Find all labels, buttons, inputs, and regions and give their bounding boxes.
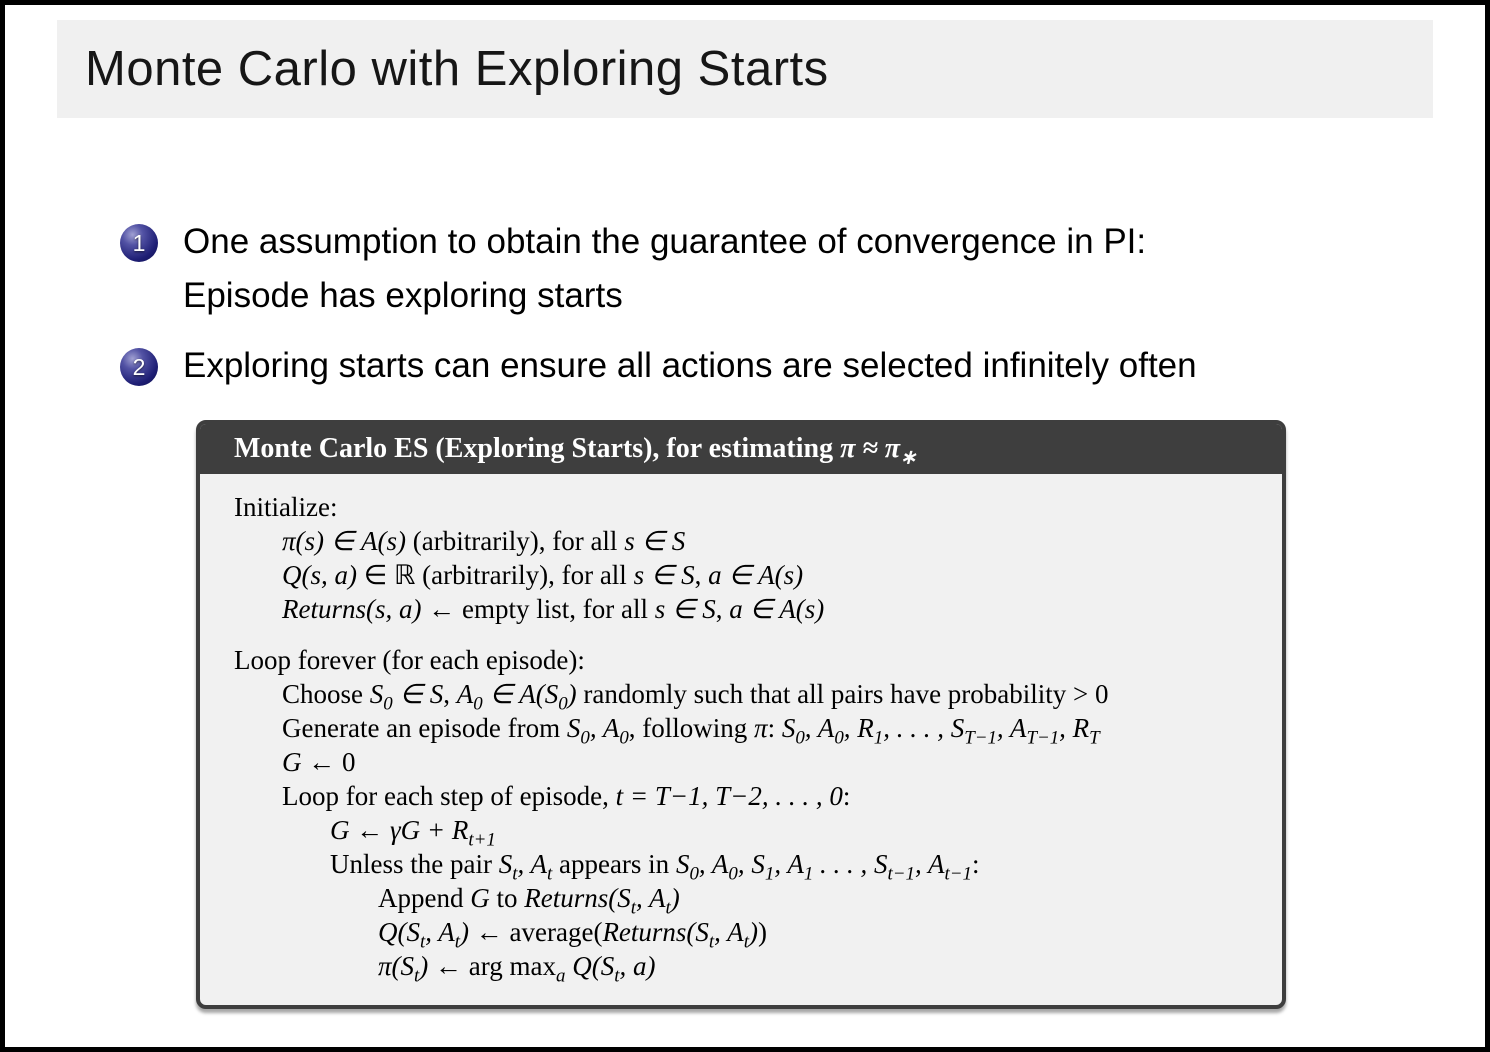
algorithm-line [234,915,1264,953]
math-segment: , S [737,849,765,879]
math-segment: G [282,747,302,777]
math-segment: s ∈ S [624,526,686,556]
math-segment: ) [567,679,577,709]
text-segment: Choose [282,679,370,709]
algorithm-line [234,558,1264,592]
text-segment: : [767,713,782,743]
math-segment: π(s) ∈ A(s) [282,526,407,556]
algorithm-body [200,474,1282,1005]
math-segment: ) [419,951,429,981]
text-segment: Unless the pair [330,849,499,879]
math-subscript: 0 [834,727,844,749]
math-subscript: 0 [580,727,590,749]
math-segment: , R [843,713,874,743]
math-segment: , A [804,713,835,743]
text-segment: ) [757,917,767,947]
algorithm-line [234,949,1264,987]
list-item [120,215,1440,323]
slide-title-bar [57,20,1433,118]
algorithm-line [234,881,1264,919]
item-number-badge: 1 [120,224,158,262]
math-segment: Q(S [565,951,615,981]
text-segment: ∈ ℝ (arbitrarily), for all [357,560,634,590]
math-segment: S [498,849,513,879]
algorithm-box [196,420,1286,1009]
math-segment: S [781,713,796,743]
math-segment: s ∈ S [633,560,695,590]
text-segment: appears in [552,849,676,879]
text-segment: Loop for each step of episode, [282,781,616,811]
math-segment: , . . . , S [883,713,965,743]
math-segment: , R [1059,713,1090,743]
math-segment: t = T−1, T−2, . . . , 0 [615,781,843,811]
math-subscript: 0 [619,727,629,749]
math-subscript: t [743,931,749,953]
math-segment: s ∈ S [654,594,716,624]
math-segment: , a) [619,951,656,981]
math-subscript: ∗ [900,447,917,469]
text-segment: to [489,883,525,913]
math-subscript: t [665,897,671,919]
text-segment: ← [349,815,390,845]
text-segment: randomly such that all pairs have probability > 0 [576,679,1109,709]
math-subscript: t−1 [944,863,972,885]
text-segment: , [715,594,730,624]
item-text-line: Exploring starts can ensure all actions are selected infinitely often [183,346,1197,385]
item-text [183,339,1197,393]
math-subscript: 0 [795,727,805,749]
math-subscript: t [708,931,715,953]
math-subscript: t [454,931,461,953]
math-subscript: T−1 [964,727,997,749]
math-segment: ) [670,883,680,913]
math-segment: , A [698,849,729,879]
item-text-line: One assumption to obtain the guarantee of convergence in PI: [183,222,1147,261]
math-subscript: 1 [803,863,814,885]
math-subscript: t [512,863,518,885]
algorithm-line [234,745,1264,779]
math-segment: , A [914,849,945,879]
math-subscript: t [420,931,426,953]
math-segment: A [456,679,474,709]
algorithm-line [234,779,1264,813]
math-segment: γG + R [390,815,469,845]
math-segment: Q(S [378,917,420,947]
text-segment: , [443,679,457,709]
text-segment: ← empty list, for all [421,594,655,624]
algorithm-line [234,643,1264,677]
text-segment: Monte Carlo ES (Exploring Starts), for estimating [234,433,841,464]
math-segment: ) [748,917,758,947]
algorithm-line [234,592,1264,626]
math-subscript: T−1 [1026,727,1060,749]
text-segment: ← average( [469,917,603,947]
bullet-list [120,215,1440,409]
text-segment: : [971,849,980,879]
list-item [120,339,1440,393]
math-subscript: 0 [473,693,483,715]
math-segment: S [566,713,581,743]
math-subscript: t [414,965,420,987]
math-segment: G [330,815,350,845]
math-segment: a ∈ A(s) [729,594,825,624]
math-subscript: a [556,965,566,987]
math-subscript: 0 [383,693,393,715]
math-segment: Returns(s, a) [282,594,422,624]
text-segment: Loop forever (for each episode): [234,645,585,675]
math-segment: , A [635,883,666,913]
math-segment: , A [517,849,547,879]
math-subscript: t [614,965,620,987]
algorithm-header [200,424,1282,474]
math-subscript: 0 [728,863,738,885]
math-segment: ∈ S [392,679,444,709]
algorithm-line [234,847,1264,885]
math-subscript: t+1 [468,829,496,851]
item-number-badge: 2 [120,348,158,386]
math-segment: S [675,849,690,879]
text-segment: Append [378,883,471,913]
math-segment: , A [589,713,620,743]
math-segment: ) [460,917,470,947]
algorithm-line [234,711,1264,749]
text-segment: (arbitrarily), for all [406,526,625,556]
math-segment: G [470,883,490,913]
text-segment: ← 0 [301,747,356,777]
math-segment: a ∈ A(s) [708,560,804,590]
math-segment: π ≈ π [840,433,901,464]
item-text [183,215,1146,323]
text-segment: , [694,560,709,590]
algorithm-line [234,677,1264,715]
page-title: Monte Carlo with Exploring Starts [85,42,829,96]
item-text-line: Episode has exploring starts [183,276,623,315]
algorithm-title [234,433,917,469]
math-subscript: t [546,863,553,885]
math-segment: Returns(S [524,883,631,913]
math-segment: π [754,713,768,743]
algorithm-line [234,490,1264,524]
math-segment: , A [774,849,804,879]
text-segment: : [842,781,851,811]
math-segment: . . . , S [813,849,888,879]
math-segment: Q(s, a) [282,560,357,590]
text-segment: Generate an episode from [282,713,567,743]
math-subscript: 1 [764,863,775,885]
text-segment: ← arg max [428,951,557,981]
math-segment: , A [996,713,1027,743]
math-subscript: 1 [873,727,884,749]
text-segment: Initialize: [234,492,338,522]
math-subscript: t−1 [887,863,915,885]
math-segment: π(S [378,951,415,981]
math-segment: ∈ A(S [482,679,559,709]
algorithm-line [234,524,1264,558]
math-subscript: 0 [689,863,699,885]
math-subscript: T [1089,727,1100,749]
algorithm-line [234,813,1264,851]
math-subscript: t [630,897,636,919]
math-segment: S [369,679,384,709]
text-segment: , following [628,713,755,743]
math-segment: , A [714,917,744,947]
math-subscript: 0 [558,693,568,715]
math-segment: , A [425,917,455,947]
math-segment: Returns(S [602,917,709,947]
